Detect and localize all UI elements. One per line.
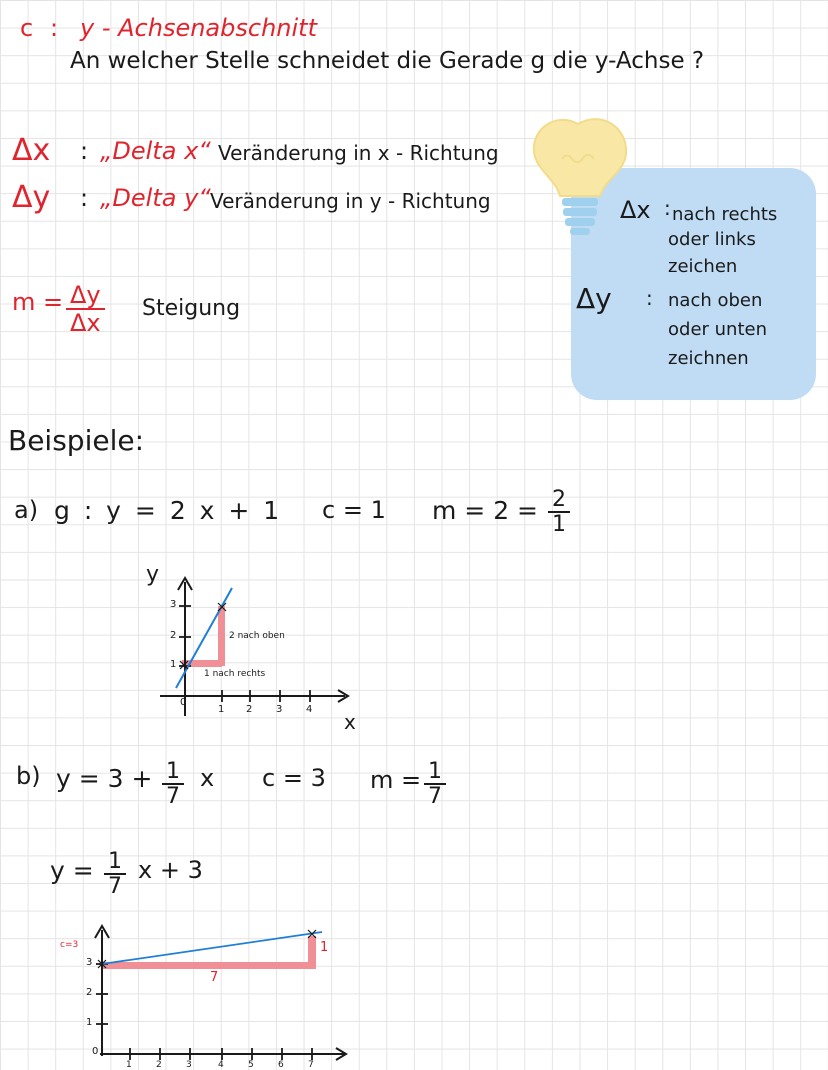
- graph-b-xtick-label-2: 2: [156, 1060, 162, 1070]
- example-b-equation-start: y = 3 +: [56, 764, 153, 793]
- example-a-slope-numerator: 2: [548, 488, 570, 513]
- example-b-label: b): [16, 762, 41, 790]
- graph-b-xtick-label-1: 1: [126, 1060, 132, 1070]
- slope-label: Steigung: [142, 296, 241, 321]
- graph-b-xtick-label-7: 7: [308, 1060, 314, 1070]
- example-b-equation-end: x: [200, 764, 215, 792]
- delta-y-name: „Delta y“: [100, 184, 211, 212]
- example-b-rewritten-start: y =: [50, 856, 94, 885]
- graph-a-xtick-label-4: 4: [306, 704, 313, 715]
- example-a-intercept: c = 1: [322, 496, 386, 524]
- c-definition: y - Achsenabschnitt: [80, 14, 317, 42]
- graph-a-ytick-label-2: 2: [170, 630, 177, 641]
- c-colon: :: [50, 14, 59, 42]
- graph-b-xtick-label-3: 3: [186, 1060, 192, 1070]
- example-b-rewritten-numerator: 1: [104, 850, 126, 875]
- graph-b-xtick-label-6: 6: [278, 1060, 284, 1070]
- graph-b-xtick-label-4: 4: [218, 1060, 224, 1070]
- graph-b-xtick-label-5: 5: [248, 1060, 254, 1070]
- graph-b-intercept-label: c=3: [60, 940, 79, 950]
- delta-x-colon: :: [80, 137, 89, 165]
- graph-b-line: [102, 932, 322, 964]
- tip-dy-line-3: zeichnen: [668, 348, 749, 369]
- example-b-rewritten-denominator: 7: [108, 874, 122, 900]
- graph-b-rise-step: [308, 936, 316, 969]
- graph-b-ytick-label-2: 2: [86, 987, 93, 998]
- delta-y-symbol: Δy: [12, 180, 51, 215]
- example-b-fraction-denominator: 7: [166, 784, 180, 810]
- delta-x-symbol: Δx: [12, 133, 51, 168]
- c-label: c: [20, 14, 34, 42]
- delta-x-name: „Delta x“: [100, 137, 211, 165]
- graph-b-run-label: 7: [210, 970, 219, 985]
- delta-y-description: Veränderung in y - Richtung: [210, 189, 491, 213]
- example-a-label: a): [14, 496, 39, 524]
- example-b-slope-numerator: 1: [424, 760, 446, 785]
- graph-b-rise-label: 1: [320, 940, 329, 955]
- tip-dy-colon: :: [646, 286, 653, 310]
- intercept-question: An welcher Stelle schneidet die Gerade g die y-Achse ?: [70, 48, 705, 74]
- graph-a-ytick-label-3: 3: [170, 599, 177, 610]
- example-a-slope: m = 2 =: [432, 496, 538, 525]
- slope-m-equals: m =: [12, 288, 64, 316]
- graph-a-note-up: 2 nach oben: [229, 631, 285, 641]
- delta-x-description: Veränderung in x - Richtung: [218, 141, 499, 165]
- example-a-slope-denominator: 1: [552, 512, 566, 538]
- graph-a-ytick-label-1: 1: [170, 659, 177, 670]
- graph-b-ytick-label-0: 0: [92, 1046, 99, 1057]
- graph-a-y-axis-label: y: [146, 562, 160, 587]
- tip-dy-line-1: nach oben: [668, 290, 763, 311]
- examples-heading: Beispiele:: [8, 424, 145, 457]
- example-b-slope-denominator: 7: [428, 784, 442, 810]
- graph-b-run-step: [102, 962, 316, 969]
- example-b-fraction-numerator: 1: [162, 760, 184, 785]
- graph-b-ytick-label-3: 3: [86, 957, 93, 968]
- tip-dx-symbol: Δx: [620, 196, 651, 224]
- graph-a-x-axis-label: x: [344, 710, 356, 734]
- tip-dx-line-1: nach rechts: [672, 204, 778, 225]
- graph-b-ytick-label-1: 1: [86, 1017, 93, 1028]
- tip-dy-symbol: Δy: [576, 282, 612, 315]
- tip-dx-line-3: zeichen: [668, 256, 738, 277]
- tip-dx-line-2: oder links: [668, 229, 756, 250]
- graph-a-xtick-label-1: 1: [218, 704, 225, 715]
- graph-a-note-right: 1 nach rechts: [204, 669, 266, 679]
- graph-a-xtick-label-2: 2: [246, 704, 253, 715]
- tip-dx-colon: :: [664, 196, 671, 220]
- graph-a-xtick-label-0: 0: [180, 697, 187, 708]
- example-b-rewritten-end: x + 3: [138, 856, 203, 884]
- tip-dy-line-2: oder unten: [668, 319, 767, 340]
- graph-a-xtick-label-3: 3: [276, 704, 283, 715]
- slope-numerator: Δy: [66, 283, 105, 310]
- slope-denominator: Δx: [70, 309, 101, 338]
- example-a-equation: g : y = 2 x + 1: [54, 496, 280, 525]
- example-b-slope-equals: m =: [370, 766, 422, 794]
- example-b-intercept: c = 3: [262, 764, 326, 792]
- delta-y-colon: :: [80, 184, 89, 212]
